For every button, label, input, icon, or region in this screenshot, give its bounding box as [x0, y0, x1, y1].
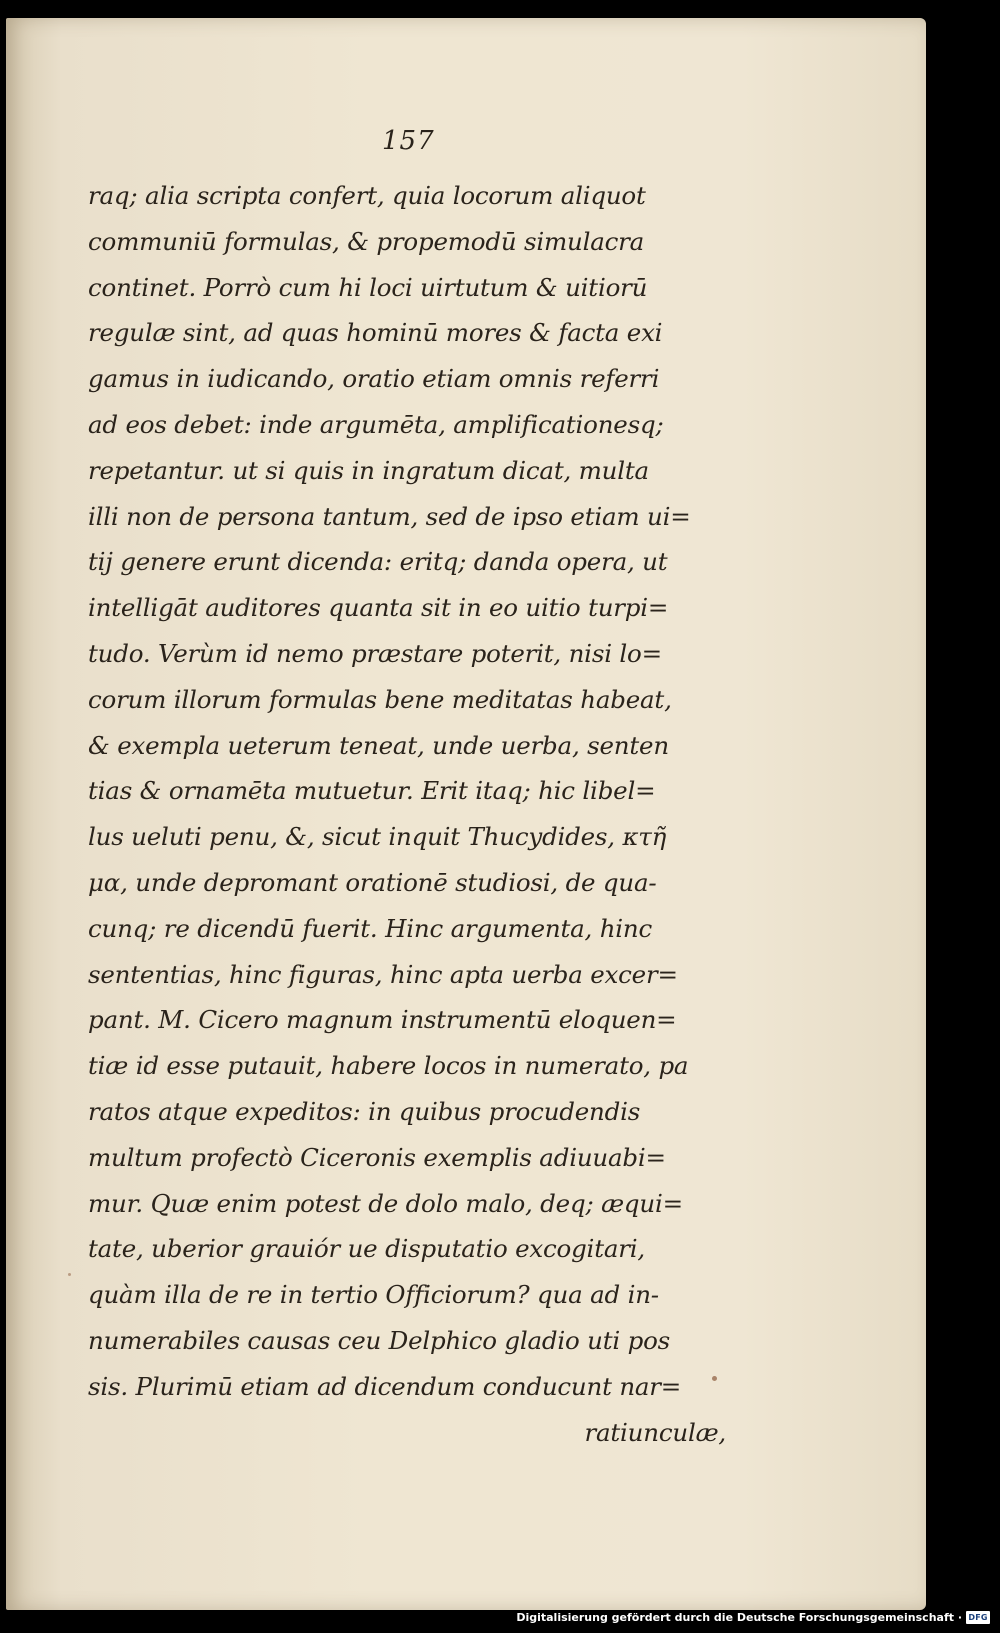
text-line: lus ueluti penu, &, sicut inquit Thucydides, κτῆ	[88, 822, 667, 852]
text-line: intelligāt auditores quanta sit in eo uitio turpi=	[88, 593, 669, 623]
digitization-credit	[516, 1609, 990, 1625]
paper-stain	[712, 1376, 717, 1381]
text-line: regulæ sint, ad quas hominū mores & facta exi	[88, 318, 663, 348]
text-line: tias & ornamēta mutuetur. Erit itaq; hic libel=	[88, 776, 656, 806]
text-line: multum profectò Ciceronis exemplis adiuuabi=	[88, 1142, 666, 1172]
text-line: corum illorum formulas bene meditatas habeat,	[88, 684, 672, 714]
text-line: numerabiles causas ceu Delphico gladio uti pos	[88, 1325, 671, 1355]
credit-text: Digitalisierung gefördert durch die Deutsche Forschungsgemeinschaft ·	[516, 1610, 962, 1624]
text-line: μα, unde depromant orationē studiosi, de qua-	[88, 867, 657, 897]
text-line: communiū formulas, & propemodū simulacra	[88, 226, 645, 256]
text-line: tij genere erunt dicenda: eritq; danda opera, ut	[88, 547, 668, 577]
text-line: ratos atque expeditos: in quibus procudendis	[88, 1096, 641, 1126]
text-line: tiæ id esse putauit, habere locos in numerato, pa	[88, 1051, 689, 1081]
text-line: tudo. Verùm id nemo præstare poterit, nisi lo=	[88, 638, 662, 668]
dfg-logo-icon	[966, 1611, 990, 1624]
paper-stain	[68, 1273, 71, 1276]
text-line: ad eos debet: inde argumēta, amplificationesq;	[88, 409, 664, 439]
book-page	[6, 18, 926, 1610]
text-line: pant. M. Cicero magnum instrumentū eloquen=	[88, 1005, 677, 1035]
text-line: gamus in iudicando, oratio etiam omnis referri	[88, 364, 660, 394]
text-line: sententias, hinc figuras, hinc apta uerba excer=	[88, 959, 678, 989]
text-line: repetantur. ut si quis in ingratum dicat, multa	[88, 455, 649, 485]
text-line: continet. Porrò cum hi loci uirtutum & uitiorū	[88, 272, 648, 302]
dfg-logo-text: DFG	[968, 1612, 988, 1622]
body-text	[88, 173, 728, 1455]
text-line: tate, uberior grauiór ue disputatio excogitari,	[88, 1234, 645, 1264]
text-line: illi non de persona tantum, sed de ipso etiam ui=	[88, 501, 691, 531]
text-line: cunq; re dicendū fuerit. Hinc argumenta, hinc	[88, 913, 653, 943]
text-line: raq; alia scripta confert, quia locorum aliquot	[88, 181, 646, 210]
text-line: & exempla ueterum teneat, unde uerba, senten	[88, 730, 669, 760]
text-line: sis. Plurimū etiam ad dicendum conducunt nar=	[88, 1371, 682, 1401]
text-line: quàm illa de re in tertio Officiorum? qua ad in-	[88, 1280, 659, 1310]
catchword: ratiunculæ,	[584, 1417, 726, 1447]
text-line: mur. Quæ enim potest de dolo malo, deq; æqui=	[88, 1188, 683, 1218]
page-number: 157	[382, 126, 435, 156]
